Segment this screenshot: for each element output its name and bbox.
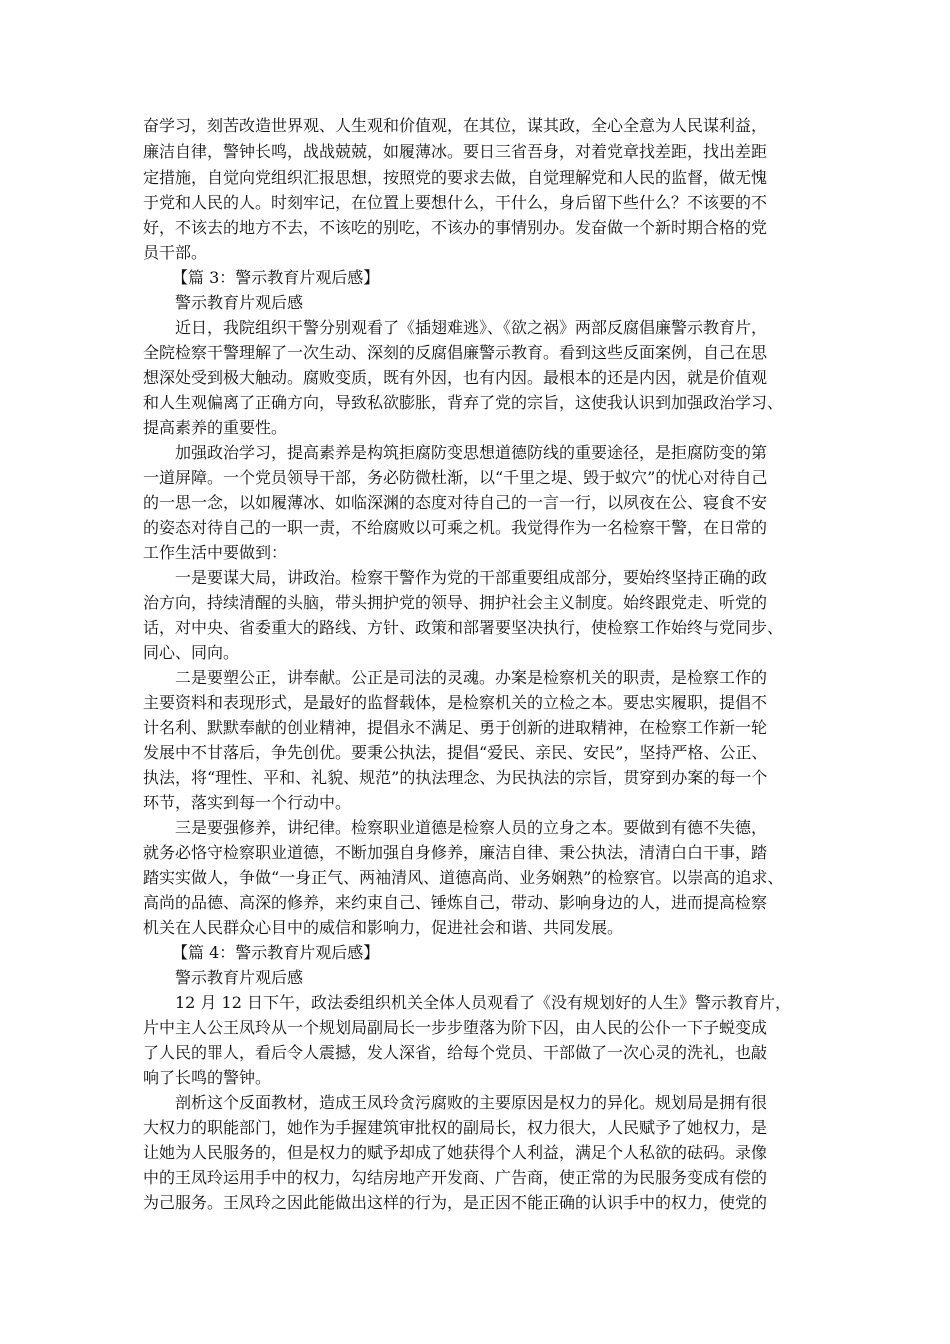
paragraph-line: 二是要塑公正，讲奉献。公正是司法的灵魂。办案是检察机关的职责，是检察工作的: [175, 668, 768, 687]
paragraph-line: 计名利、默默奉献的创业精神，提倡永不满足、勇于创新的进取精神，在检察工作新一轮: [143, 718, 768, 737]
paragraph-line: 于党和人民的人。时刻牢记，在位置上要想什么，干什么，身后留下些什么？不该要的不: [143, 193, 768, 212]
paragraph-line: 踏实实做人，争做“一身正气、两袖清风、道德高尚、业务娴熟”的检察官。以崇高的追求、: [143, 868, 784, 887]
paragraph-line: 和人生观偏离了正确方向，导致私欲膨胀，背弃了党的宗旨，这使我认识到加强政治学习、: [143, 393, 784, 412]
paragraph-line: 让她为人民服务的，但是权力的赋予却成了她获得个人利益，满足个人私欲的砝码。录像: [143, 1143, 768, 1162]
paragraph-line: 工作生活中要做到：: [143, 543, 288, 562]
paragraph-line: 一是要谋大局，讲政治。检察干警作为党的干部重要组成部分，要始终坚持正确的政: [175, 568, 768, 587]
paragraph-line: 同心、同向。: [143, 643, 240, 662]
paragraph-line: 的姿态对待自己的一职一责，不给腐败以可乘之机。我觉得作为一名检察干警，在日常的: [143, 518, 768, 537]
paragraph-line: 治方向，持续清醒的头脑，带头拥护党的领导、拥护社会主义制度。始终跟党走、听党的: [143, 593, 768, 612]
section-heading: 【篇 3：警示教育片观后感】: [172, 268, 380, 287]
paragraph-line: 的一思一念，以如履薄冰、如临深渊的态度对待自己的一言一行，以夙夜在公、寝食不安: [143, 493, 768, 512]
article-title: 警示教育片观后感: [175, 293, 304, 312]
paragraph-line: 发展中不甘落后，争先创优。要秉公执法，提倡“爱民、亲民、安民”，坚持严格、公正、: [143, 743, 768, 762]
section-heading: 【篇 4：警示教育片观后感】: [172, 943, 380, 962]
paragraph-line: 奋学习，刻苦改造世界观、人生观和价值观，在其位，谋其政，全心全意为人民谋利益，: [143, 116, 768, 135]
paragraph-line: 环节，落实到每一个行动中。: [143, 793, 352, 812]
paragraph-line: 了人民的罪人，看后令人震撼，发人深省，给每个党员、干部做了一次心灵的洗礼，也敲: [143, 1043, 768, 1062]
paragraph-line: 高尚的品德、高深的修养，来约束自己、锤炼自己，带动、影响身边的人，进而提高检察: [143, 893, 768, 912]
article-title: 警示教育片观后感: [175, 968, 304, 987]
paragraph-line: 全院检察干警理解了一次生动、深刻的反腐倡廉警示教育。看到这些反面案例，自己在思: [143, 343, 768, 362]
paragraph-line: 12 月 12 日下午，政法委组织机关全体人员观看了《没有规划好的人生》警示教育片，: [175, 993, 791, 1012]
paragraph-line: 想深处受到极大触动。腐败变质，既有外因，也有内因。最根本的还是内因，就是价值观: [143, 368, 768, 387]
paragraph-line: 三是要强修养，讲纪律。检察职业道德是检察人员的立身之本。要做到有德不失德，: [175, 818, 768, 837]
paragraph-line: 机关在人民群众心目中的威信和影响力，促进社会和谐、共同发展。: [143, 918, 624, 937]
paragraph-line: 近日，我院组织干警分别观看了《插翅难逃》、《欲之祸》两部反腐倡廉警示教育片，: [175, 318, 768, 337]
paragraph-line: 提高素养的重要性。: [143, 418, 288, 437]
paragraph-line: 廉洁自律，警钟长鸣，战战兢兢，如履薄冰。要日三省吾身，对着党章找差距，找出差距: [143, 142, 768, 161]
paragraph-line: 话，对中央、省委重大的路线、方针、政策和部署要坚决执行，使检察工作始终与党同步、: [143, 618, 784, 637]
paragraph-line: 大权力的职能部门，她作为手握建筑审批权的副局长，权力很大，人民赋予了她权力，是: [143, 1118, 768, 1137]
paragraph-line: 剖析这个反面教材，造成王凤玲贪污腐败的主要原因是权力的异化。规划局是拥有很: [175, 1093, 768, 1112]
paragraph-line: 主要资料和表现形式，是最好的监督载体，是检察机关的立检之本。要忠实履职，提倡不: [143, 693, 768, 712]
paragraph-line: 一道屏障。一个党员领导干部，务必防微杜渐，以“千里之堤、毁于蚁穴”的忧心对待自己: [143, 468, 768, 487]
paragraph-line: 为己服务。王凤玲之因此能做出这样的行为，是正因不能正确的认识手中的权力，使党的: [143, 1193, 768, 1212]
paragraph-line: 定措施，自觉向党组织汇报思想，按照党的要求去做，自觉理解党和人民的监督，做无愧: [143, 168, 768, 187]
paragraph-line: 执法，将“理性、平和、礼貌、规范”的执法理念、为民执法的宗旨，贯穿到办案的每一个: [143, 768, 768, 787]
paragraph-line: 好，不该去的地方不去，不该吃的别吃，不该办的事情别办。发奋做一个新时期合格的党: [143, 218, 768, 237]
paragraph-line: 响了长鸣的警钟。: [143, 1068, 272, 1087]
paragraph-line: 员干部。: [143, 243, 208, 262]
paragraph-line: 片中主人公王凤玲从一个规划局副局长一步步堕落为阶下囚，由人民的公仆一下子蜕变成: [143, 1018, 768, 1037]
paragraph-line: 就务必恪守检察职业道德，不断加强自身修养，廉洁自律、秉公执法，清清白白干事，踏: [143, 843, 768, 862]
paragraph-line: 加强政治学习，提高素养是构筑拒腐防变思想道德防线的重要途径，是拒腐防变的第: [175, 443, 768, 462]
paragraph-line: 中的王凤玲运用手中的权力，勾结房地产开发商、广告商，使正常的为民服务变成有偿的: [143, 1168, 768, 1187]
